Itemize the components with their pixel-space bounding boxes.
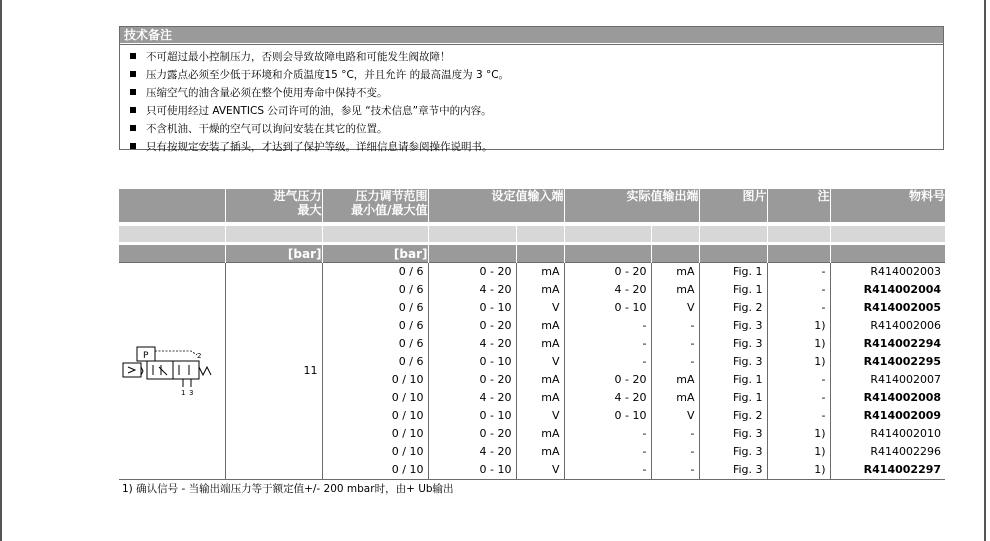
cell-actual: - bbox=[564, 335, 651, 353]
bullet-icon bbox=[130, 89, 136, 95]
cell-note: 1) bbox=[767, 335, 830, 353]
cell-figure: Fig. 3 bbox=[699, 317, 767, 335]
cell-part-number: R414002009 bbox=[830, 407, 945, 425]
page-edge-left bbox=[0, 0, 2, 541]
technical-notes bbox=[119, 26, 944, 153]
cell-setpoint-unit: mA bbox=[516, 263, 564, 282]
cell-figure: Fig. 1 bbox=[699, 263, 767, 282]
cell-setpoint-unit: V bbox=[516, 407, 564, 425]
cell-setpoint: 0 - 20 bbox=[428, 371, 516, 389]
header-setpoint-input: 设定值输入端 bbox=[428, 189, 564, 222]
cell-actual: - bbox=[564, 443, 651, 461]
cell-part-number: R414002294 bbox=[830, 335, 945, 353]
cell-note: - bbox=[767, 299, 830, 317]
cell-actual-unit: - bbox=[651, 353, 699, 371]
cell-note: 1) bbox=[767, 353, 830, 371]
bullet-icon bbox=[130, 53, 136, 59]
cell-setpoint: 4 - 20 bbox=[428, 281, 516, 299]
note-item: 压力露点必须至少低于环境和介质温度15 °C，并且允许 的最高温度为 3 °C。 bbox=[130, 66, 943, 84]
cell-actual-unit: V bbox=[651, 407, 699, 425]
cell-setpoint: 0 - 20 bbox=[428, 317, 516, 335]
cell-actual-unit: mA bbox=[651, 371, 699, 389]
cell-actual: 0 - 20 bbox=[564, 371, 651, 389]
cell-figure: Fig. 3 bbox=[699, 353, 767, 371]
header-actual-output: 实际值输出端 bbox=[564, 189, 699, 222]
cell-inlet-pressure: 11 bbox=[225, 263, 322, 480]
cell-part-number: R414002295 bbox=[830, 353, 945, 371]
header-note: 注 bbox=[767, 189, 830, 222]
cell-actual-unit: mA bbox=[651, 389, 699, 407]
cell-setpoint: 0 - 20 bbox=[428, 425, 516, 443]
cell-actual-unit: - bbox=[651, 425, 699, 443]
cell-actual: - bbox=[564, 317, 651, 335]
bullet-icon bbox=[130, 71, 136, 77]
cell-setpoint-unit: V bbox=[516, 299, 564, 317]
cell-setpoint-unit: mA bbox=[516, 389, 564, 407]
cell-note: 1) bbox=[767, 425, 830, 443]
footnote-row bbox=[119, 480, 945, 499]
cell-part-number: R414002007 bbox=[830, 371, 945, 389]
cell-figure: Fig. 1 bbox=[699, 371, 767, 389]
cell-figure: Fig. 2 bbox=[699, 299, 767, 317]
cell-note: 1) bbox=[767, 317, 830, 335]
cell-figure: Fig. 2 bbox=[699, 407, 767, 425]
cell-actual: 0 - 10 bbox=[564, 407, 651, 425]
cell-actual-unit: mA bbox=[651, 281, 699, 299]
cell-part-number: R414002003 bbox=[830, 263, 945, 282]
cell-part-number: R414002006 bbox=[830, 317, 945, 335]
footnote: 1) 确认信号 - 当输出端压力等于额定值+/- 200 mbar时，由+ Ub输出 bbox=[119, 480, 945, 499]
table-header-row bbox=[119, 189, 945, 222]
cell-setpoint: 0 - 20 bbox=[428, 263, 516, 282]
cell-range: 0 / 6 bbox=[322, 299, 428, 317]
cell-note: - bbox=[767, 371, 830, 389]
cell-setpoint-unit: mA bbox=[516, 335, 564, 353]
cell-range: 0 / 6 bbox=[322, 281, 428, 299]
cell-part-number: R414002010 bbox=[830, 425, 945, 443]
cell-note: 1) bbox=[767, 461, 830, 480]
cell-range: 0 / 10 bbox=[322, 371, 428, 389]
cell-actual: 0 - 10 bbox=[564, 299, 651, 317]
table-body bbox=[119, 263, 945, 480]
cell-range: 0 / 6 bbox=[322, 353, 428, 371]
cell-setpoint-unit: V bbox=[516, 353, 564, 371]
cell-range: 0 / 6 bbox=[322, 263, 428, 282]
cell-actual: - bbox=[564, 461, 651, 480]
cell-setpoint-unit: mA bbox=[516, 371, 564, 389]
bullet-icon bbox=[130, 125, 136, 131]
cell-figure: Fig. 3 bbox=[699, 335, 767, 353]
note-item: 只有按规定安装了插头，才达到了保护等级。详细信息请参阅操作说明书。 bbox=[130, 138, 943, 156]
header-band bbox=[119, 226, 945, 242]
spec-table bbox=[119, 189, 945, 498]
unit-range: [bar] bbox=[322, 245, 428, 263]
port-3-label: 3 bbox=[189, 389, 194, 397]
header-adjust-range: 压力调节范围 最小值/最大值 bbox=[322, 189, 428, 222]
cell-part-number: R414002004 bbox=[830, 281, 945, 299]
port-2-label: 2 bbox=[197, 352, 202, 360]
cell-part-number: R414002005 bbox=[830, 299, 945, 317]
cell-setpoint: 0 - 10 bbox=[428, 353, 516, 371]
cell-setpoint-unit: mA bbox=[516, 443, 564, 461]
cell-setpoint: 4 - 20 bbox=[428, 389, 516, 407]
note-item: 不含机油、干燥的空气可以询问安装在其它的位置。 bbox=[130, 120, 943, 138]
cell-figure: Fig. 3 bbox=[699, 443, 767, 461]
port-1-label: 1 bbox=[181, 389, 186, 397]
page-edge-right bbox=[984, 0, 986, 541]
unit-inlet: [bar] bbox=[225, 245, 322, 263]
valve-symbol-icon bbox=[121, 341, 225, 401]
cell-note: - bbox=[767, 281, 830, 299]
cell-setpoint-unit: mA bbox=[516, 317, 564, 335]
cell-setpoint-unit: mA bbox=[516, 425, 564, 443]
cell-actual-unit: - bbox=[651, 461, 699, 480]
cell-note: - bbox=[767, 389, 830, 407]
cell-note: 1) bbox=[767, 443, 830, 461]
cell-figure: Fig. 3 bbox=[699, 425, 767, 443]
cell-figure: Fig. 1 bbox=[699, 389, 767, 407]
header-symbol bbox=[119, 189, 225, 222]
notes-title: 技术备注 bbox=[120, 27, 943, 43]
cell-figure: Fig. 1 bbox=[699, 281, 767, 299]
cell-range: 0 / 10 bbox=[322, 461, 428, 480]
cell-range: 0 / 10 bbox=[322, 389, 428, 407]
table-row bbox=[119, 263, 945, 282]
cell-actual: 4 - 20 bbox=[564, 281, 651, 299]
cell-actual: - bbox=[564, 353, 651, 371]
note-item: 压缩空气的油含量必须在整个使用寿命中保持不变。 bbox=[130, 84, 943, 102]
cell-setpoint: 4 - 20 bbox=[428, 443, 516, 461]
cell-actual-unit: - bbox=[651, 335, 699, 353]
cell-actual-unit: - bbox=[651, 317, 699, 335]
header-part-number: 物料号 bbox=[830, 189, 945, 222]
bullet-icon bbox=[130, 107, 136, 113]
note-item: 只可使用经过 AVENTICS 公司许可的油，参见 “技术信息”章节中的内容。 bbox=[130, 102, 943, 120]
cell-actual: - bbox=[564, 425, 651, 443]
cell-actual: 4 - 20 bbox=[564, 389, 651, 407]
cell-range: 0 / 10 bbox=[322, 443, 428, 461]
header-inlet-pressure: 进气压力 最大 bbox=[225, 189, 322, 222]
bullet-icon bbox=[130, 143, 136, 149]
cell-part-number: R414002296 bbox=[830, 443, 945, 461]
cell-actual: 0 - 20 bbox=[564, 263, 651, 282]
cell-setpoint: 0 - 10 bbox=[428, 299, 516, 317]
cell-range: 0 / 6 bbox=[322, 317, 428, 335]
cell-range: 0 / 6 bbox=[322, 335, 428, 353]
cell-note: - bbox=[767, 407, 830, 425]
cell-setpoint-unit: V bbox=[516, 461, 564, 480]
cell-actual-unit: - bbox=[651, 443, 699, 461]
notes-list bbox=[120, 45, 943, 156]
cell-setpoint: 0 - 10 bbox=[428, 407, 516, 425]
cell-setpoint: 4 - 20 bbox=[428, 335, 516, 353]
cell-actual-unit: mA bbox=[651, 263, 699, 282]
cell-setpoint: 0 - 10 bbox=[428, 461, 516, 480]
cell-setpoint-unit: mA bbox=[516, 281, 564, 299]
cell-actual-unit: V bbox=[651, 299, 699, 317]
cell-range: 0 / 10 bbox=[322, 407, 428, 425]
cell-part-number: R414002008 bbox=[830, 389, 945, 407]
valve-symbol-cell bbox=[119, 263, 225, 480]
cell-part-number: R414002297 bbox=[830, 461, 945, 480]
pilot-label: P bbox=[143, 351, 149, 361]
units-row bbox=[119, 245, 945, 263]
header-figure: 图片 bbox=[699, 189, 767, 222]
cell-range: 0 / 10 bbox=[322, 425, 428, 443]
cell-note: - bbox=[767, 263, 830, 282]
note-item: 不可超过最小控制压力，否则会导致故障电路和可能发生阀故障！ bbox=[130, 48, 943, 66]
cell-figure: Fig. 3 bbox=[699, 461, 767, 480]
